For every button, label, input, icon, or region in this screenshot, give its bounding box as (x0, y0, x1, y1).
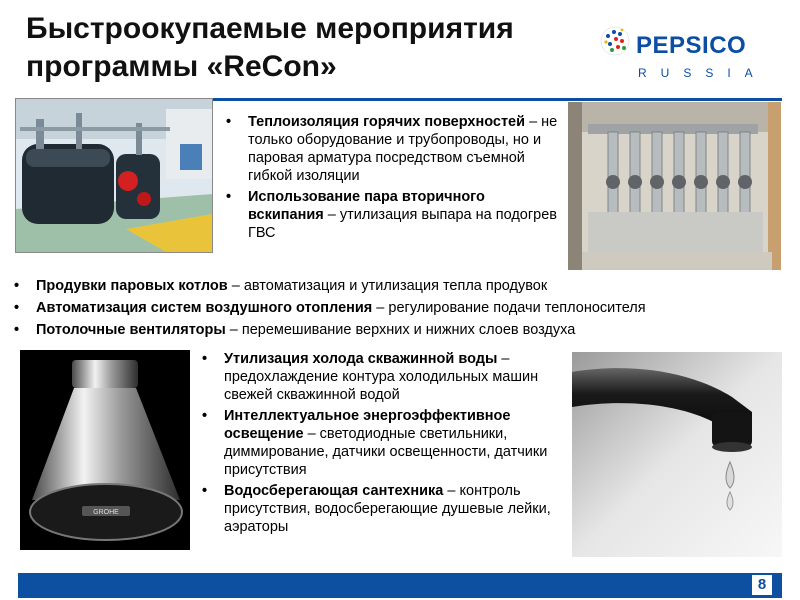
bullet-dot-icon: • (14, 322, 20, 338)
title-line-2: программы «ReCon» (26, 50, 337, 83)
bullet-dot-icon: • (226, 189, 232, 205)
bullet-heading: Интеллектуальное энергоэффективное освещение (224, 408, 511, 442)
bullet-dot-icon: • (14, 300, 20, 316)
bullet-item (198, 407, 570, 479)
bullet-heading: Теплоизоляция горячих поверхностей (248, 114, 526, 130)
bullet-heading: Автоматизация систем воздушного отопления (36, 300, 373, 316)
pepsico-logo (598, 22, 788, 92)
bullet-heading: Продувки паровых котлов (36, 278, 228, 294)
bullet-dot-icon: • (202, 351, 208, 367)
bullet-item (198, 350, 570, 404)
top-bullet-list (222, 113, 562, 245)
bullet-item (198, 482, 570, 536)
bullet-text: – контроль присутствия, водосберегающие душевые лейки, аэраторы (224, 483, 551, 535)
middle-bullet-list (10, 277, 795, 343)
bullet-text: – не только оборудование и трубопроводы, но и паровая арматура посредством съемной гибкой изоляции (248, 114, 558, 184)
bullet-text: – автоматизация и утилизация тепла продувок (227, 278, 548, 294)
bullet-text: – перемешивание верхних и нижних слоев воздуха (225, 322, 576, 338)
bullet-item (10, 277, 795, 295)
slide-title (26, 10, 616, 86)
bullet-dot-icon: • (202, 483, 208, 499)
bullet-heading: Утилизация холода скважинной воды (224, 351, 498, 367)
bullet-text: – утилизация выпара на подогрев ГВС (248, 207, 557, 241)
bullet-dot-icon: • (202, 408, 208, 424)
bottom-bullet-list (198, 350, 570, 539)
pepsico-globe-icon (600, 26, 630, 56)
bullet-item (10, 321, 795, 339)
water-tap-photo (572, 352, 782, 557)
bullet-text: – предохлаждение контура холодильных машин свежей скважинной водой (224, 351, 539, 403)
logo-region: RUSSIA (638, 66, 767, 80)
shower-head-photo (20, 350, 190, 550)
page-number: 8 (752, 575, 772, 595)
bullet-heading: Водосберегающая сантехника (224, 483, 444, 499)
bullet-dot-icon: • (14, 278, 20, 294)
bullet-item (10, 299, 795, 317)
shower-brand-label: GROHE (93, 509, 119, 516)
bullet-text: – регулирование подачи теплоносителя (372, 300, 646, 316)
logo-brand: PEPSICO (636, 32, 747, 59)
title-line-1: Быстроокупаемые мероприятия (26, 12, 514, 45)
bullet-heading: Использование пара вторичного вскипания (248, 189, 485, 223)
footer-bar (18, 573, 782, 598)
bullet-dot-icon: • (226, 114, 232, 130)
bullet-item (222, 188, 562, 242)
bullet-item (222, 113, 562, 185)
bullet-text: – светодиодные светильники, диммирование, датчики освещенности, датчики присутствия (224, 426, 548, 478)
boiler-room-photo (15, 98, 213, 253)
bullet-heading: Потолочные вентиляторы (36, 322, 226, 338)
insulated-pipes-photo (568, 102, 781, 270)
